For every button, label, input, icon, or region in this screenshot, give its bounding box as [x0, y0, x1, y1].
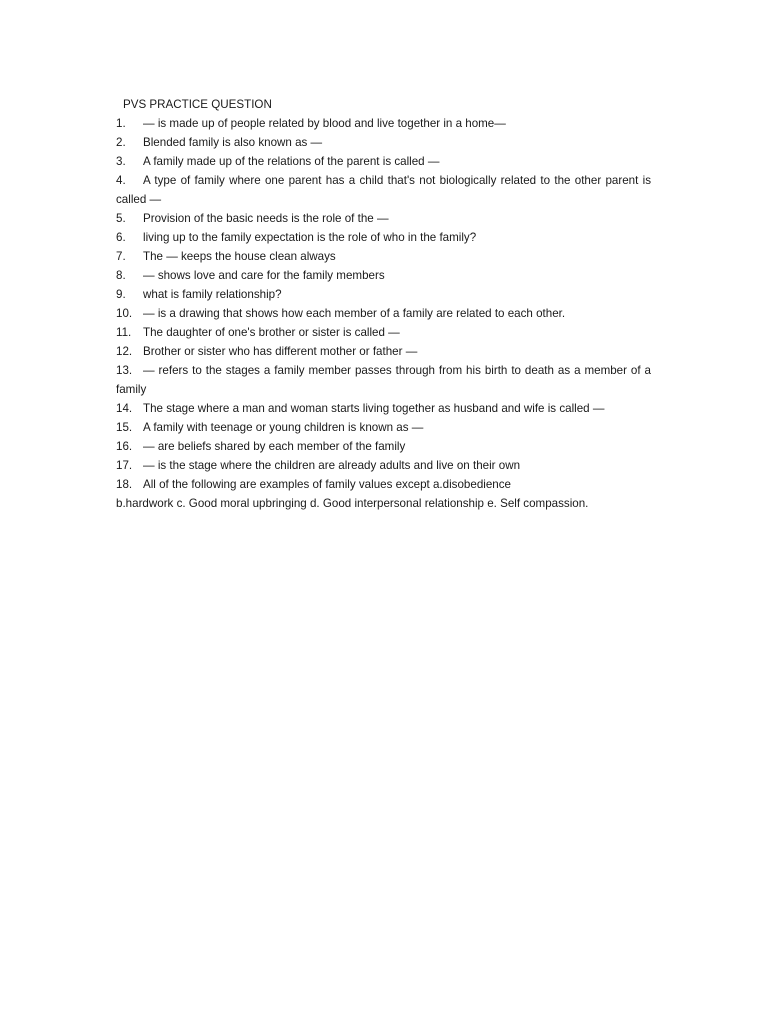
question-list [116, 114, 651, 494]
question-item [116, 114, 651, 133]
question-item [116, 361, 651, 399]
question-item [116, 285, 651, 304]
question-number: 15. [116, 421, 133, 434]
question-text: The — keeps the house clean always [143, 250, 336, 263]
question-number: 8. [116, 269, 126, 282]
question-number: 2. [116, 136, 126, 149]
question-text: All of the following are examples of family values except a.disobedience [143, 478, 511, 491]
question-item [116, 323, 651, 342]
question-item [116, 133, 651, 152]
question-item [116, 247, 651, 266]
question-text: — is the stage where the children are already adults and live on their own [143, 459, 521, 472]
question-item [116, 209, 651, 228]
question-item [116, 456, 651, 475]
question-number: 6. [116, 231, 126, 244]
question-number: 13. [116, 364, 133, 377]
question-item [116, 228, 651, 247]
question-item [116, 152, 651, 171]
question-text: — refers to the stages a family member passes through from his birth to death as a member of a family [116, 364, 651, 396]
question-number: 4. [116, 174, 126, 187]
question-text: — is a drawing that shows how each member of a family are related to each other. [143, 307, 566, 320]
question-text: Blended family is also known as — [143, 136, 323, 149]
question-item [116, 437, 651, 456]
question-number: 1. [116, 117, 126, 130]
question-number: 7. [116, 250, 126, 263]
question-number: 5. [116, 212, 126, 225]
question-item [116, 171, 651, 209]
question-text: what is family relationship? [143, 288, 282, 301]
question-item [116, 418, 651, 437]
question-text: The daughter of one's brother or sister is called — [143, 326, 400, 339]
question-number: 12. [116, 345, 133, 358]
document-title: PVS PRACTICE QUESTION [123, 98, 272, 111]
question-number: 10. [116, 307, 133, 320]
question-text: — shows love and care for the family members [143, 269, 385, 282]
question-item [116, 266, 651, 285]
question-item [116, 475, 651, 494]
document-page [116, 95, 651, 513]
question-options-continuation: b.hardwork c. Good moral upbringing d. Good interpersonal relationship e. Self compassion. [116, 497, 589, 510]
question-number: 9. [116, 288, 126, 301]
question-text: A family made up of the relations of the parent is called — [143, 155, 440, 168]
question-text: Provision of the basic needs is the role of the — [143, 212, 389, 225]
question-text: — is made up of people related by blood and live together in a home— [143, 117, 506, 130]
question-number: 18. [116, 478, 133, 491]
question-item [116, 342, 651, 361]
question-text: — are beliefs shared by each member of the family [143, 440, 406, 453]
question-number: 3. [116, 155, 126, 168]
question-number: 11. [116, 326, 132, 339]
question-text: A family with teenage or young children is known as — [143, 421, 424, 434]
question-item [116, 304, 651, 323]
question-text: The stage where a man and woman starts living together as husband and wife is called — [143, 402, 605, 415]
question-number: 14. [116, 402, 133, 415]
question-text: Brother or sister who has different mother or father — [143, 345, 418, 358]
question-item [116, 399, 651, 418]
question-text: living up to the family expectation is the role of who in the family? [143, 231, 477, 244]
question-text: A type of family where one parent has a child that's not biologically related to the other parent is called — [116, 174, 651, 206]
question-number: 16. [116, 440, 133, 453]
question-number: 17. [116, 459, 133, 472]
